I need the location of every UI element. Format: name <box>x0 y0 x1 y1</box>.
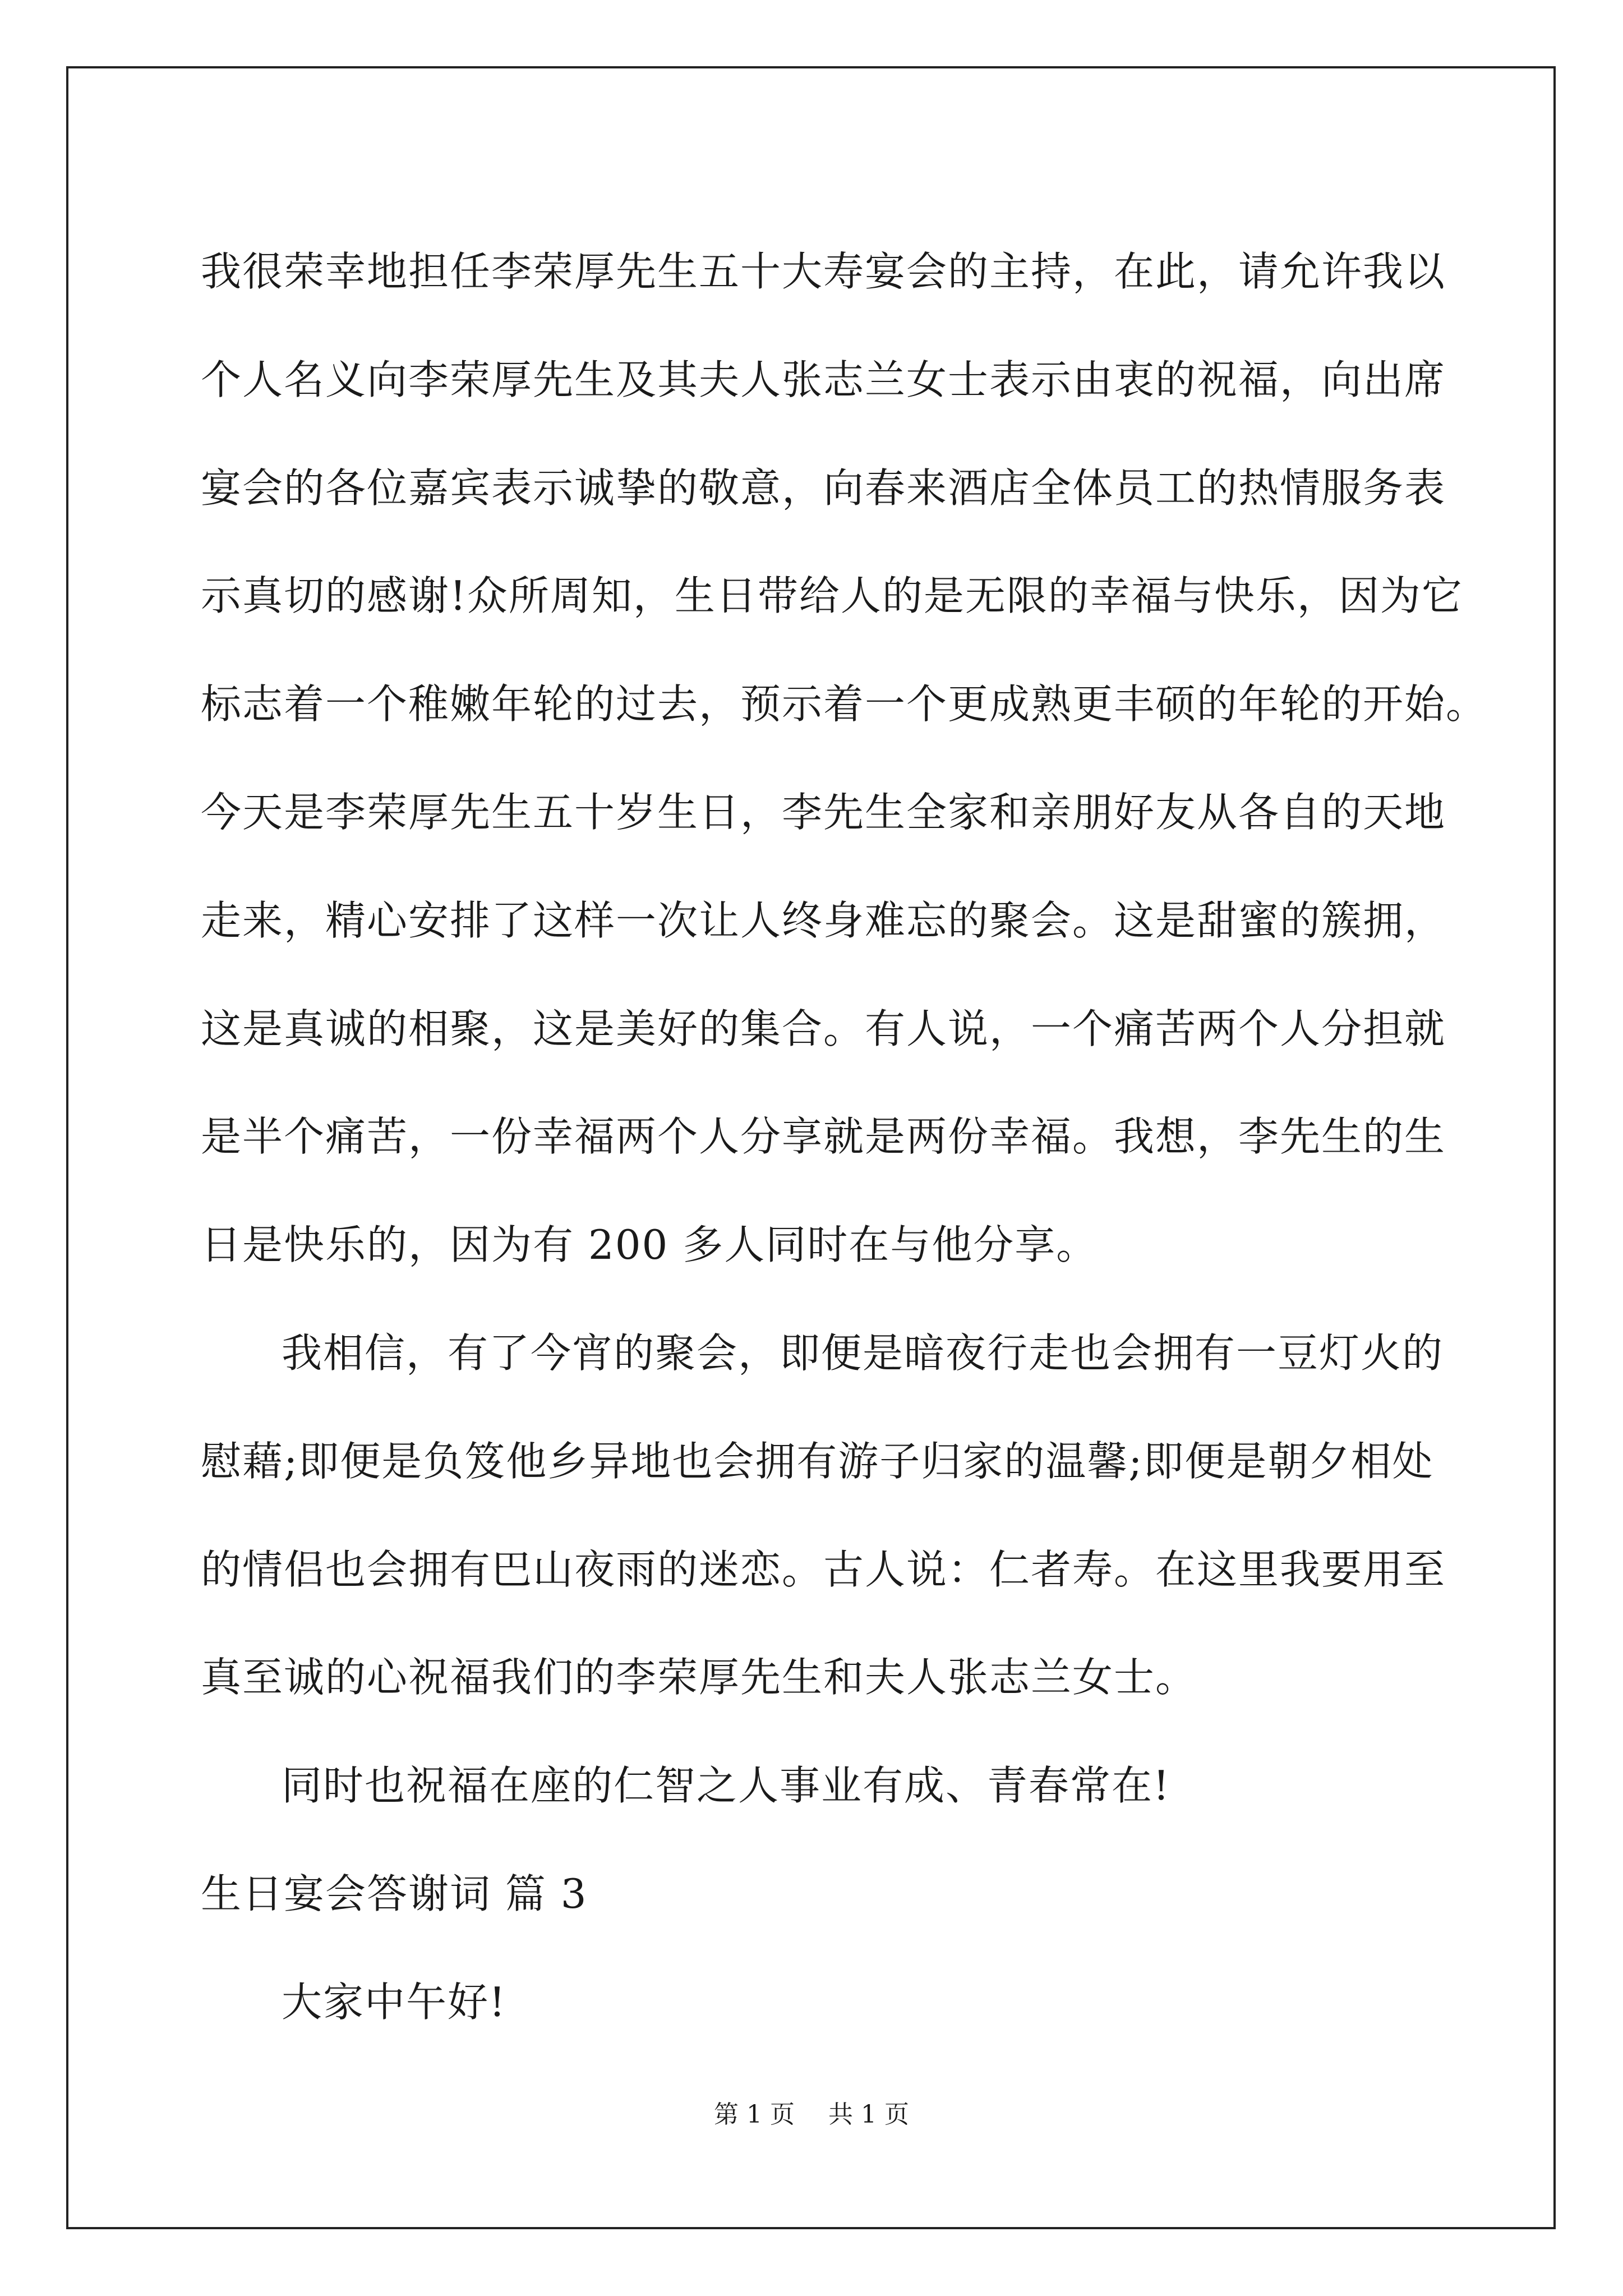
paragraph-line: 的情侣也会拥有巴山夜雨的迷恋。古人说：仁者寿。在这里我要用至 <box>201 1545 1446 1593</box>
paragraph-line: 个人名义向李荣厚先生及其夫人张志兰女士表示由衷的祝福，向出席 <box>201 356 1446 403</box>
paragraph-line: 示真切的感谢!众所周知，生日带给人的是无限的幸福与快乐，因为它 <box>201 572 1463 620</box>
paragraph-line: 宴会的各位嘉宾表示诚挚的敬意，向春来酒店全体员工的热情服务表 <box>201 464 1446 512</box>
paragraph-line: 标志着一个稚嫩年轮的过去，预示着一个更成熟更丰硕的年轮的开始。 <box>201 680 1488 728</box>
paragraph-line: 这是真诚的相聚，这是美好的集合。有人说，一个痛苦两个人分担就 <box>201 1005 1446 1052</box>
paragraph-line: 是半个痛苦，一份幸福两个人分享就是两份幸福。我想，李先生的生 <box>201 1113 1446 1161</box>
paragraph-line: 我很荣幸地担任李荣厚先生五十大寿宴会的主持，在此，请允许我以 <box>201 248 1446 295</box>
page-total: 共 1 页 <box>828 2100 909 2129</box>
section-heading: 生日宴会答谢词 篇 3 <box>201 1870 588 1917</box>
paragraph-line: 今天是李荣厚先生五十岁生日，李先生全家和亲朋好友从各自的天地 <box>201 788 1446 836</box>
paragraph-line: 慰藉;即便是负笈他乡异地也会拥有游子归家的温馨;即便是朝夕相处 <box>201 1437 1434 1485</box>
paragraph-line: 走来，精心安排了这样一次让人终身难忘的聚会。这是甜蜜的簇拥， <box>201 896 1446 944</box>
document-body <box>201 218 1488 2056</box>
paragraph-line: 日是快乐的，因为有 200 多人同时在与他分享。 <box>201 1221 1098 1269</box>
paragraph-line: 同时也祝福在座的仁智之人事业有成、青春常在! <box>282 1762 1170 1810</box>
page-footer <box>0 2098 1623 2132</box>
greeting-line: 大家中午好! <box>282 1978 506 2026</box>
paragraph-line: 我相信，有了今宵的聚会，即便是暗夜行走也会拥有一豆灯火的 <box>282 1329 1444 1377</box>
paragraph-line: 真至诚的心祝福我们的李荣厚先生和夫人张志兰女士。 <box>201 1654 1197 1701</box>
page-number: 第 1 页 <box>714 2100 795 2129</box>
